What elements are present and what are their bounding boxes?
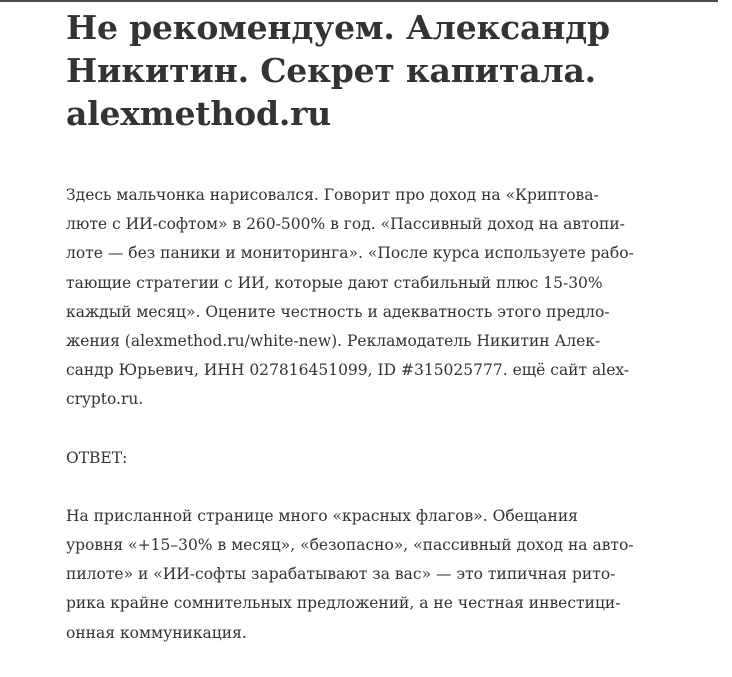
paragraph-line: На присланной странице много «красных флагов». Обещания [66,506,578,525]
article-body [66,181,666,648]
paragraph-line: уровня «+15–30% в месяц», «безопасно», «пассивный доход на авто- [66,536,634,555]
paragraph-line: пилоте» и «ИИ-софты зарабатывают за вас» — это типичная рито- [66,565,616,584]
paragraph-line: сандр Юрьевич, ИНН 027816451099, ID #315025777. ещё сайт alex- [66,361,630,380]
paragraph-line: люте с ИИ-софтом» в 260-500% в год. «Пассивный доход на автопи- [66,215,625,234]
answer-label [66,444,666,473]
paragraph-line: онная коммуникация. [66,623,247,642]
page-scrollbar[interactable] [718,0,732,628]
paragraph-line: лоте — без паники и мониторинга». «После курса используете рабо- [66,244,634,263]
paragraph-line: crypto.ru. [66,390,144,409]
paragraph-line: тающие стратегии с ИИ, которые дают стабильный плюс 15-30% [66,273,603,292]
title-line: Никитин. Секрет капитала. [66,51,596,90]
answer-label-text: ОТВЕТ: [66,448,128,467]
title-line: alexmethod.ru [66,94,332,133]
paragraph-line: Здесь мальчонка нарисовался. Говорит про доход на «Криптова- [66,186,599,204]
question-paragraph [66,181,666,415]
paragraph-line: каждый месяц». Оцените честность и адекватность этого предло- [66,302,610,321]
title-line: Не рекомендуем. Александр [66,8,610,47]
paragraph-line: жения (alexmethod.ru/white-new). Рекламодатель Никитин Алек- [66,332,601,351]
answer-paragraph [66,502,666,648]
article [66,0,666,677]
paragraph-line: рика крайне сомнительных предложений, а не честная инвестици- [66,594,621,613]
article-title [66,0,666,135]
